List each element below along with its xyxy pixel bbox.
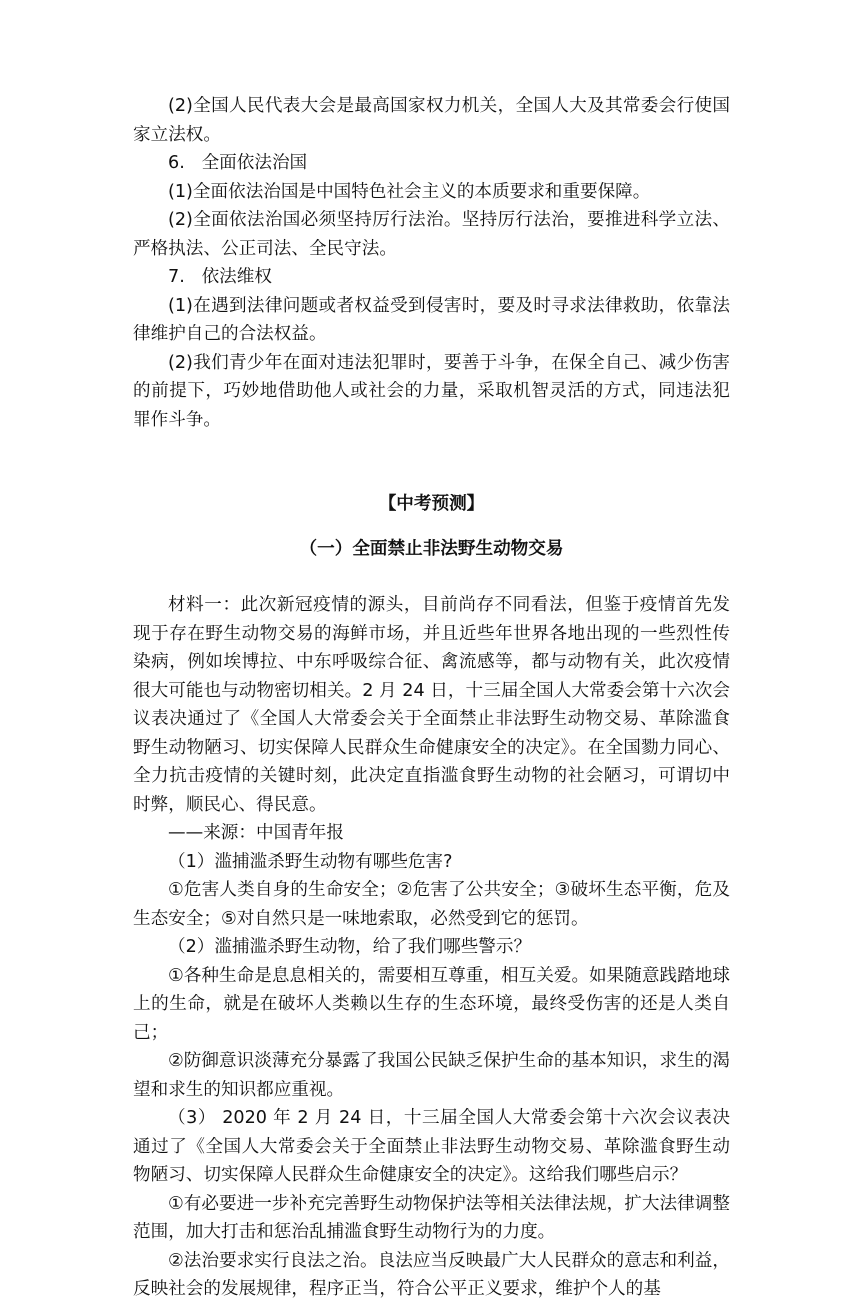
paragraph-rule-of-law-1: (1)全面依法治国是中国特色社会主义的本质要求和重要保障。 bbox=[168, 181, 651, 202]
heading-rule-of-law: 6. 全面依法治国 bbox=[168, 153, 308, 173]
answer-2-2: ②防御意识淡薄充分暴露了我国公民缺乏保护生命的基本知识，求生的渴望和求生的知识都应重视。 bbox=[133, 1051, 730, 1100]
source-line: ——来源：中国青年报 bbox=[168, 823, 344, 843]
section-title: 【中考预测】 bbox=[378, 494, 485, 514]
question-3: （3） 2020 年 2 月 24 日，十三届全国人大常委会第十六次会议表决通过了《全国人大常委会关于全面禁止非法野生动物交易、革除滥食野生动物陋习、切实保障人民群众生命健康安全的决定》。这给我们哪些启示？ bbox=[133, 1108, 730, 1185]
answer-2-1: ①各种生命是息息相关的，需要相互尊重，相互关爱。如果随意践踏地球上的生命，就是在破坏人类赖以生存的生态环境，最终受伤害的还是人类自己； bbox=[133, 965, 730, 1043]
answer-3-2: ②法治要求实行良法之治。良法应当反映最广大人民群众的意志和利益，反映社会的发展规律，程序正当，符合公平正义要求，维护个人的基 bbox=[133, 1250, 730, 1299]
question-1: （1）滥捕滥杀野生动物有哪些危害? bbox=[168, 851, 453, 872]
question-2: （2）滥捕滥杀野生动物，给了我们哪些警示？ bbox=[168, 937, 532, 957]
document-page bbox=[133, 92, 730, 1304]
paragraph-rule-of-law-2: (2)全面依法治国必须坚持厉行法治。坚持厉行法治，要推进科学立法、严格执法、公正司法、全民守法。 bbox=[133, 210, 730, 259]
answer-3-1: ①有必要进一步补充完善野生动物保护法等相关法律法规，扩大法律调整范围，加大打击和惩治乱捕滥食野生动物行为的力度。 bbox=[133, 1193, 730, 1242]
heading-rights-protection: 7. 依法维权 bbox=[168, 267, 272, 287]
section-subtitle: （一）全面禁止非法野生动物交易 bbox=[299, 538, 564, 559]
material-paragraph: 材料一：此次新冠疫情的源头，目前尚存不同看法，但鉴于疫情首先发现于存在野生动物交易的海鲜市场，并且近些年世界各地出现的一些烈性传染病，例如埃博拉、中东呼吸综合征、禽流感等，都与动物有关，此次疫情很大可能也与动物密切相关。2 月 24 日，十三届全国人大常委会第十六次会议表决通过了《全国人大常委会关于全面禁止非法野生动物交易、革除滥食野生动物陋习、切实保障人民群众生命健康安全的决定》。在全国勠力同心、全力抗击疫情的关键时刻，此决定直指滥食野生动物的社会陋习，可谓切中时弊，顺民心、得民意。 bbox=[133, 595, 730, 815]
answer-1: ①危害人类自身的生命安全；②危害了公共安全；③破坏生态平衡，危及生态安全；⑤对自然只是一味地索取，必然受到它的惩罚。 bbox=[133, 880, 730, 929]
paragraph-rights-protection-2: (2)我们青少年在面对违法犯罪时，要善于斗争，在保全自己、减少伤害的前提下，巧妙地借助他人或社会的力量，采取机智灵活的方式，同违法犯罪作斗争。 bbox=[133, 352, 730, 430]
paragraph-rights-protection-1: (1)在遇到法律问题或者权益受到侵害时，要及时寻求法律救助，依靠法律维护自己的合法权益。 bbox=[133, 295, 730, 344]
paragraph-npc-legislative-power: (2)全国人民代表大会是最高国家权力机关，全国人大及其常委会行使国家立法权。 bbox=[133, 96, 730, 145]
